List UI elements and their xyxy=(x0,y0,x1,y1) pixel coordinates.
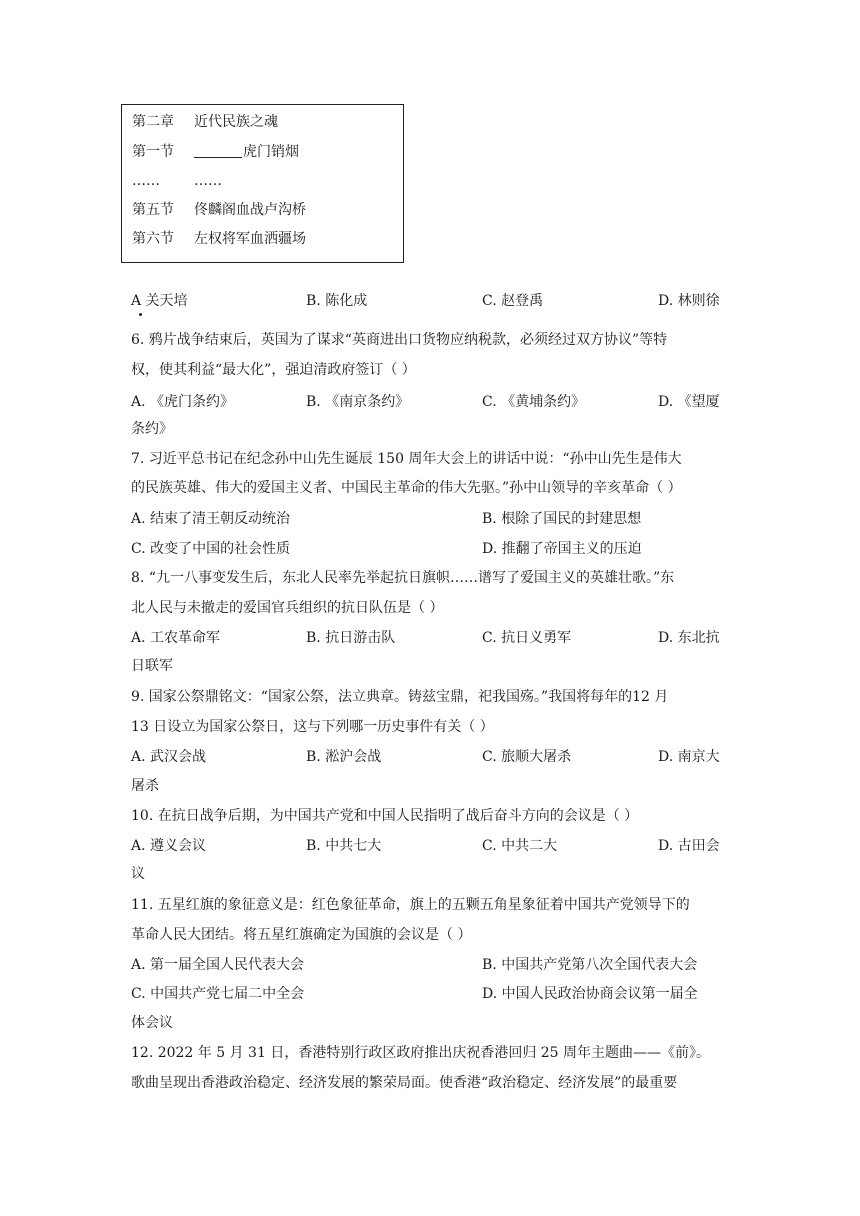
q8-stem-line: 8. “九一八事变发生后，东北人民率先举起抗日旗帜……谱写了爱国主义的英雄壮歌。”东 xyxy=(131,570,675,586)
toc-row xyxy=(132,171,222,191)
toc-row xyxy=(132,229,306,249)
toc-section-number: 第六节 xyxy=(132,231,174,247)
q8-option-a: A. 工农革命军 xyxy=(131,630,221,646)
q5-option-b: B. 陈化成 xyxy=(306,293,368,309)
q9-stem-line: 9. 国家公祭鼎铭文：“国家公祭，法立典章。铸兹宝鼎，祀我国殇。”我国将每年的12 月 xyxy=(131,689,669,705)
toc-row xyxy=(132,200,306,220)
q9-option-c: C. 旅顺大屠杀 xyxy=(482,749,572,765)
q7-option-d: D. 推翻了帝国主义的压迫 xyxy=(482,541,642,557)
q8-option-wrap: 日联军 xyxy=(131,658,173,674)
toc-section-title: 佟麟阁血战卢沟桥 xyxy=(194,202,306,218)
q12-stem-line: 12. 2022 年 5 月 31 日，香港特别行政区政府推出庆祝香港回归 25 周年主题曲——《前》。 xyxy=(131,1045,711,1061)
toc-row xyxy=(132,142,299,162)
q7-option-a: A. 结束了清王朝反动统治 xyxy=(131,511,291,527)
q9-option-a: A. 武汉会战 xyxy=(131,749,207,765)
q9-option-wrap: 屠杀 xyxy=(131,778,159,794)
q5-option-d: D. 林则徐 xyxy=(658,293,720,309)
q6-option-b: B. 《南京条约》 xyxy=(306,394,410,410)
q6-option-d: D. 《望厦 xyxy=(658,394,720,410)
q7-stem-line: 的民族英雄、伟大的爱国主义者、中国民主革命的伟大先驱。”孙中山领导的辛亥革命（ ） xyxy=(131,480,682,496)
q11-option-c: C. 中国共产党七届二中全会 xyxy=(131,986,305,1002)
q7-option-b: B. 根除了国民的封建思想 xyxy=(482,511,642,527)
q9-stem-line: 13 日设立为国家公祭日，这与下列哪一历史事件有关（ ） xyxy=(131,719,494,735)
q6-stem-line: 权，使其利益“最大化”，强迫清政府签订（ ） xyxy=(131,362,416,378)
toc-row xyxy=(132,112,278,132)
q10-option-d: D. 古田会 xyxy=(658,838,720,854)
toc-ellipsis: …… xyxy=(194,173,222,189)
q8-stem-line: 北人民与未撤走的爱国官兵组织的抗日队伍是（ ） xyxy=(131,600,444,616)
q7-stem-line: 7. 习近平总书记在纪念孙中山先生诞辰 150 周年大会上的讲话中说：“孙中山先生是伟大 xyxy=(131,451,682,467)
q8-option-c: C. 抗日义勇军 xyxy=(482,630,572,646)
q10-option-c: C. 中共二大 xyxy=(482,838,558,854)
q11-option-a: A. 第一届全国人民代表大会 xyxy=(131,957,305,973)
q10-option-wrap: 议 xyxy=(131,866,145,882)
emphasis-dot xyxy=(139,313,142,316)
q11-stem-line: 11. 五星红旗的象征意义是：红色象征革命，旗上的五颗五角星象征着中国共产党领导下的 xyxy=(131,897,690,913)
toc-ellipsis: …… xyxy=(132,173,160,189)
q9-option-d: D. 南京大 xyxy=(658,749,720,765)
toc-section-number: 第一节 xyxy=(132,144,174,160)
q8-option-b: B. 抗日游击队 xyxy=(306,630,396,646)
q6-option-wrap: 条约》 xyxy=(131,421,173,437)
toc-chapter-number: 第二章 xyxy=(132,114,174,130)
q11-option-b: B. 中国共产党第八次全国代表大会 xyxy=(482,957,698,973)
q6-option-a: A. 《虎门条约》 xyxy=(131,394,235,410)
q12-stem-line: 歌曲呈现出香港政治稳定、经济发展的繁荣局面。使香港“政治稳定、经济发展”的最重要 xyxy=(131,1075,678,1091)
q6-stem-line: 6. 鸦片战争结束后，英国为了谋求“英商进出口货物应纳税款，必须经过双方协议”等特 xyxy=(131,332,668,348)
q11-stem-line: 革命人民大团结。将五星红旗确定为国旗的会议是（ ） xyxy=(131,927,472,943)
toc-section-title: 左权将军血洒疆场 xyxy=(194,231,306,247)
q5-option-c: C. 赵登禹 xyxy=(482,293,544,309)
q11-option-wrap: 体会议 xyxy=(131,1015,173,1031)
toc-section-number: 第五节 xyxy=(132,202,174,218)
fill-in-blank xyxy=(194,143,242,158)
q8-option-d: D. 东北抗 xyxy=(658,630,720,646)
q11-option-d: D. 中国人民政治协商会议第一届全 xyxy=(482,986,698,1002)
q9-option-b: B. 淞沪会战 xyxy=(306,749,382,765)
q7-option-c: C. 改变了中国的社会性质 xyxy=(131,541,291,557)
toc-chapter-title: 近代民族之魂 xyxy=(194,114,278,130)
q10-stem-line: 10. 在抗日战争后期，为中国共产党和中国人民指明了战后奋斗方向的会议是（ ） xyxy=(131,808,639,824)
q10-option-a: A. 遵义会议 xyxy=(131,838,207,854)
chapter-outline-box xyxy=(121,104,404,263)
q5-option-a: A 关天培 xyxy=(131,293,188,309)
q10-option-b: B. 中共七大 xyxy=(306,838,382,854)
q6-option-c: C. 《黄埔条约》 xyxy=(482,394,586,410)
toc-section-title: 虎门销烟 xyxy=(243,144,299,160)
